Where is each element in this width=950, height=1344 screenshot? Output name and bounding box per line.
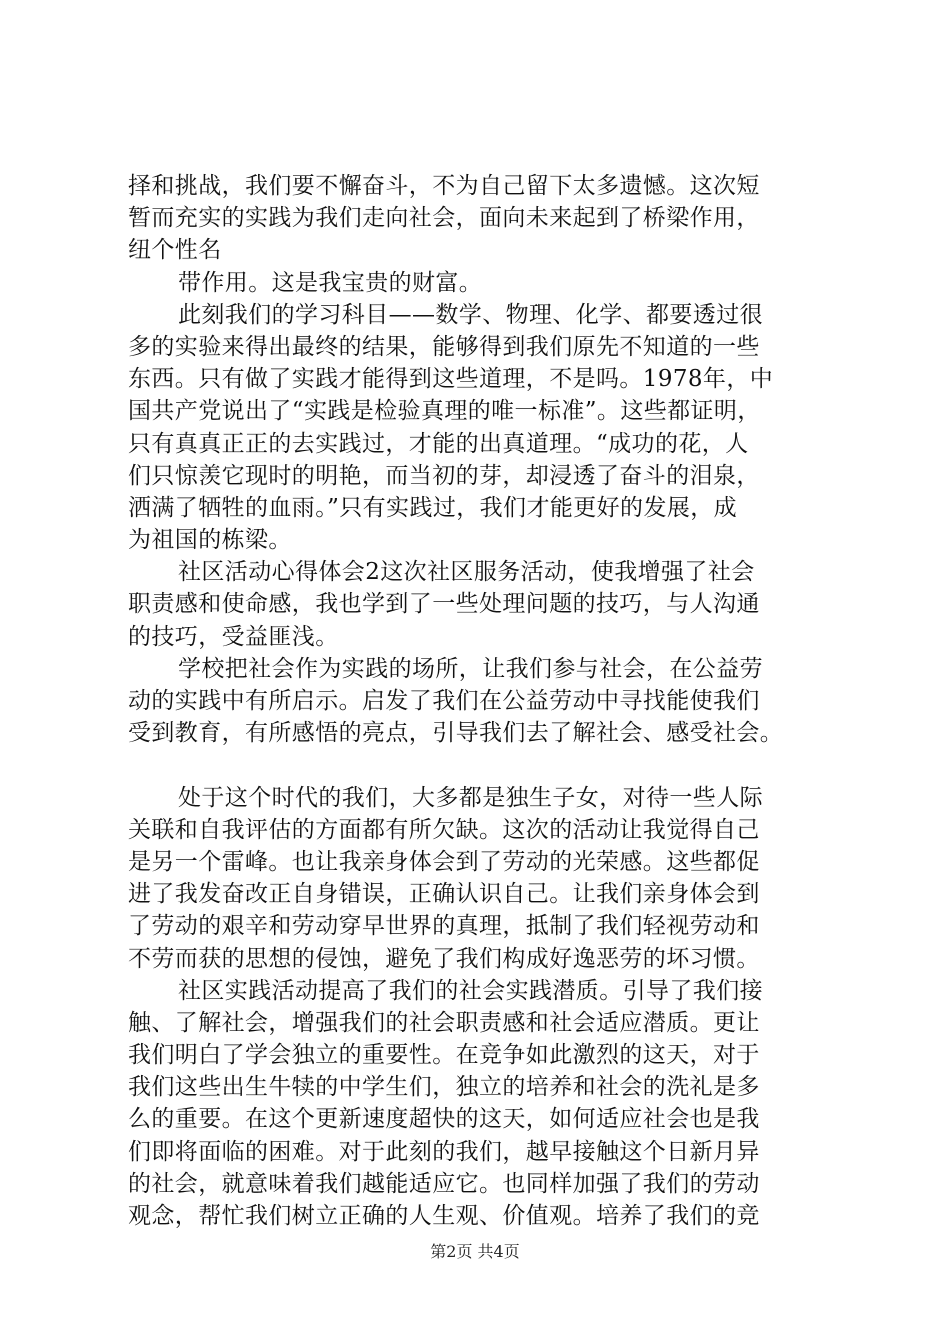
text-line: 受到教育，有所感悟的亮点，引导我们去了解社会、感受社会。	[128, 720, 784, 747]
text-line: 么的重要。在这个更新速度超快的这天，如何适应社会也是我	[128, 1106, 760, 1133]
page-number-footer: 第2页 共4页	[430, 1242, 520, 1261]
text-line: 观念，帮忙我们树立正确的人生观、价值观。培养了我们的竞	[128, 1203, 760, 1229]
paragraph-start: 此刻我们的学习科目——数学、物理、化学、都要透过很	[178, 301, 763, 328]
text-line: 暂而充实的实践为我们走向社会，面向未来起到了桥梁作用，	[128, 205, 760, 232]
text-line: 不劳而获的思想的侵蚀，避免了我们构成好逸恶劳的坏习惯。	[128, 945, 760, 972]
text-line: 的技巧，受益匪浅。	[128, 623, 339, 650]
text-line: 我们明白了学会独立的重要性。在竞争如此激烈的这天，对于	[128, 1042, 760, 1069]
text-line: 我们这些出生牛犊的中学生们，独立的培养和社会的洗礼是多	[128, 1074, 760, 1101]
paragraph-start: 带作用。这是我宝贵的财富。	[178, 269, 483, 296]
paragraph-start: 社区实践活动提高了我们的社会实践潜质。引导了我们接	[178, 977, 763, 1004]
document-body	[128, 170, 828, 1232]
text-line: 动的实践中有所启示。启发了我们在公益劳动中寻找能使我们	[128, 688, 760, 714]
text-line: 们即将面临的困难。对于此刻的我们，越早接触这个日新月异	[128, 1138, 760, 1165]
text-line: 是另一个雷峰。也让我亲身体会到了劳动的光荣感。这些都促	[128, 848, 760, 875]
text-line: 纽个性名	[128, 237, 222, 264]
paragraph-start: 社区活动心得体会2这次社区服务活动，使我增强了社会	[178, 559, 755, 586]
text-line: 进了我发奋改正自身错误，正确认识自己。让我们亲身体会到	[128, 881, 760, 908]
text-line: 的社会，就意味着我们越能适应它。也同样加强了我们的劳动	[128, 1170, 760, 1197]
text-line: 职责感和使命感，我也学到了一些处理问题的技巧，与人沟通	[128, 591, 760, 618]
text-line: 东西。只有做了实践才能得到这些道理，不是吗。1978年，中	[128, 366, 774, 393]
paragraph-start: 学校把社会作为实践的场所，让我们参与社会，在公益劳	[178, 655, 763, 682]
paragraph-start: 处于这个时代的我们，大多都是独生子女，对待一些人际	[178, 784, 763, 811]
text-line: 触、了解社会，增强我们的社会职责感和社会适应潜质。更让	[128, 1009, 760, 1036]
text-line: 择和挑战，我们要不懈奋斗，不为自己留下太多遗憾。这次短	[128, 173, 760, 199]
text-line: 了劳动的艰辛和劳动穿早世界的真理，抵制了我们轻视劳动和	[128, 913, 760, 940]
text-line: 关联和自我评估的方面都有所欠缺。这次的活动让我觉得自己	[128, 816, 760, 843]
text-line: 只有真真正正的去实践过，才能的出真道理。“成功的花，人	[128, 430, 749, 457]
text-line: 为祖国的栋梁。	[128, 527, 292, 554]
text-line: 们只惊羡它现时的明艳，而当初的芽，却浸透了奋斗的泪泉，	[128, 462, 760, 489]
text-line: 国共产党说出了“实践是检验真理的唯一标准”。这些都证明，	[128, 398, 761, 425]
text-line: 洒满了牺牲的血雨。”只有实践过，我们才能更好的发展，成	[128, 494, 738, 521]
text-line: 多的实验来得出最终的结果，能够得到我们原先不知道的一些	[128, 333, 760, 360]
blank-line	[128, 749, 828, 781]
